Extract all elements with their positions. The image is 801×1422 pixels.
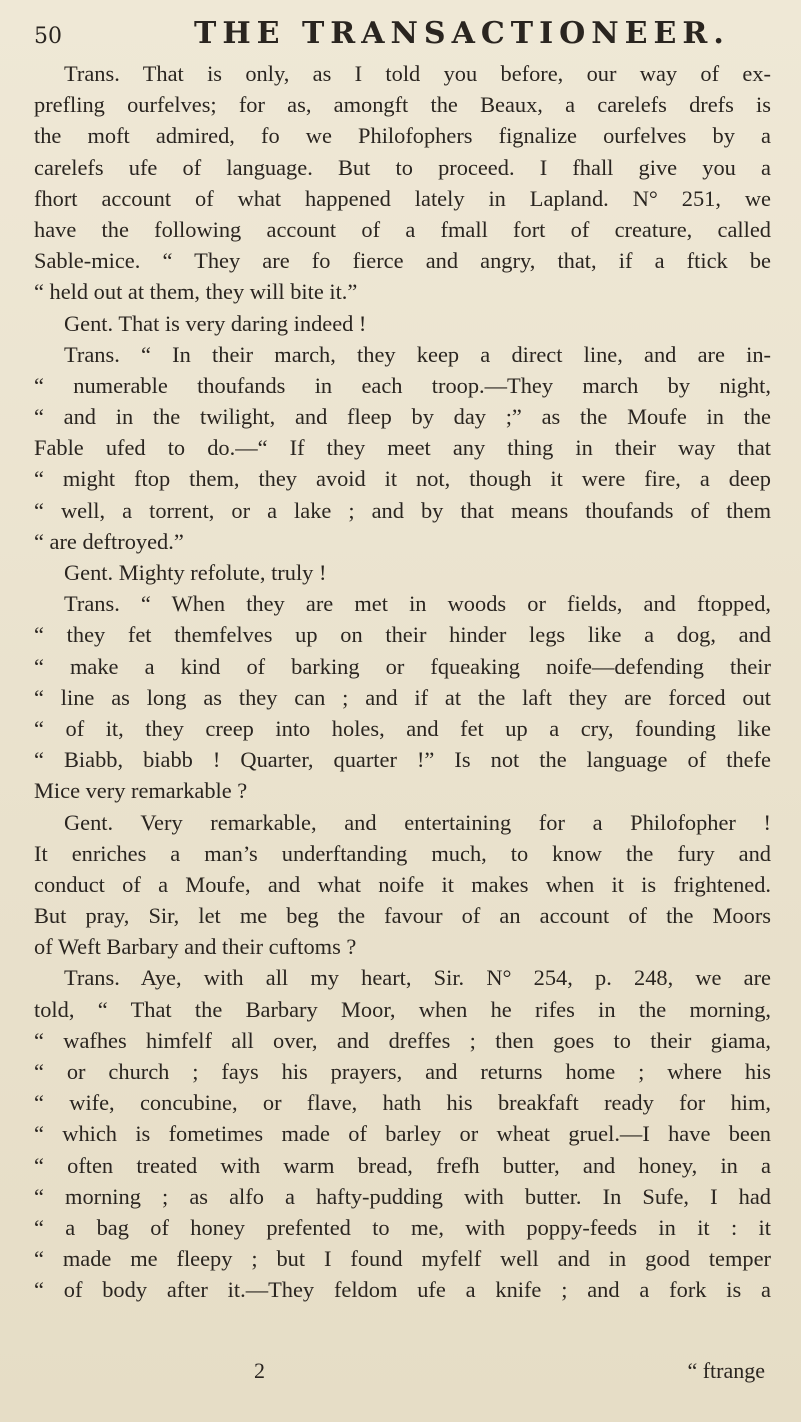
text-line: “ or church ; fays his prayers, and returns home ; where his	[34, 1059, 771, 1084]
text-line: “ are deftroyed.”	[34, 528, 184, 554]
text-line: “ numerable thoufands in each troop.—They march by night,	[34, 372, 771, 398]
text-line: Sable-mice. “ They are fo fierce and angry, that, if a ftick be	[34, 248, 771, 274]
text-line: Trans. “ In their march, they keep a direct line, and are in-	[64, 341, 771, 367]
text-line: “ which is fometimes made of barley or wheat gruel.—I have been	[34, 1121, 771, 1147]
text-line: Trans. That is only, as I told you before, our way of ex-	[64, 61, 771, 86]
text-line: “ might ftop them, they avoid it not, though it were fire, a deep	[34, 466, 771, 492]
text-line: “ a bag of honey prefented to me, with poppy-feeds in it : it	[34, 1214, 771, 1240]
text-line: “ they fet themfelves up on their hinder legs like a dog, and	[34, 622, 771, 648]
body-text	[34, 58, 771, 1306]
text-line: of Weft Barbary and their cuftoms ?	[34, 934, 357, 960]
text-line: “ well, a torrent, or a lake ; and by that means thoufands of them	[34, 497, 771, 523]
text-line: It enriches a man’s underftanding much, to know the fury and	[34, 840, 771, 866]
text-line: “ wafhes himfelf all over, and dreffes ; then goes to their giama,	[34, 1027, 771, 1053]
text-line: “ held out at them, they will bite it.”	[34, 279, 358, 305]
text-line: the moft admired, fo we Philofophers fignalize ourfelves by a	[34, 123, 771, 149]
text-line: But pray, Sir, let me beg the favour of an account of the Moors	[34, 903, 771, 929]
text-line: “ of it, they creep into holes, and fet up a cry, founding like	[34, 715, 771, 741]
text-line: have the following account of a fmall fort of creature, called	[34, 216, 771, 242]
text-line: Gent. Very remarkable, and entertaining for a Philofopher !	[64, 809, 771, 835]
text-line: fhort account of what happened lately in Lapland. N° 251, we	[34, 185, 771, 211]
page-header	[34, 16, 771, 56]
text-line: Gent. Mighty refolute, truly !	[64, 560, 327, 585]
text-line: carelefs ufe of language. But to proceed. I fhall give you a	[34, 154, 771, 180]
text-line: “ Biabb, biabb ! Quarter, quarter !” Is not the language of thefe	[34, 747, 771, 773]
text-line: Gent. That is very daring indeed !	[64, 310, 367, 336]
text-line: “ of body after it.—They feldom ufe a knife ; and a fork is a	[34, 1277, 771, 1303]
page-footer	[34, 1358, 771, 1384]
text-line: conduct of a Moufe, and what noife it makes when it is frightened.	[34, 871, 771, 897]
text-line: told, “ That the Barbary Moor, when he rifes in the morning,	[34, 996, 771, 1022]
text-line: Trans. “ When they are met in woods or fields, and ftopped,	[64, 591, 771, 617]
text-line: “ made me fleepy ; but I found myfelf well and in good temper	[34, 1246, 771, 1272]
catchword: “ ftrange	[687, 1358, 765, 1383]
text-line: Trans. Aye, with all my heart, Sir. N° 254, p. 248, we are	[64, 965, 771, 991]
text-line: Fable ufed to do.—“ If they meet any thing in their way that	[34, 435, 771, 461]
page-number: 50	[34, 24, 62, 49]
text-line: Mice very remarkable ?	[34, 778, 248, 804]
text-line: prefling ourfelves; for as, amongft the Beaux, a carelefs drefs is	[34, 92, 771, 118]
text-line: “ often treated with warm bread, frefh butter, and honey, in a	[34, 1152, 771, 1178]
signature-mark: 2	[254, 1358, 265, 1383]
text-line: “ make a kind of barking or fqueaking noife—defending their	[34, 653, 771, 679]
running-title: THE TRANSACTIONEER.	[194, 16, 730, 51]
text-line: “ morning ; as alfo a hafty-pudding with butter. In Sufe, I had	[34, 1183, 771, 1209]
text-line: “ line as long as they can ; and if at the laft they are forced out	[34, 684, 771, 710]
text-line: “ wife, concubine, or flave, hath his breakfaft ready for him,	[34, 1090, 771, 1116]
text-line: “ and in the twilight, and fleep by day ;” as the Moufe in the	[34, 404, 771, 430]
